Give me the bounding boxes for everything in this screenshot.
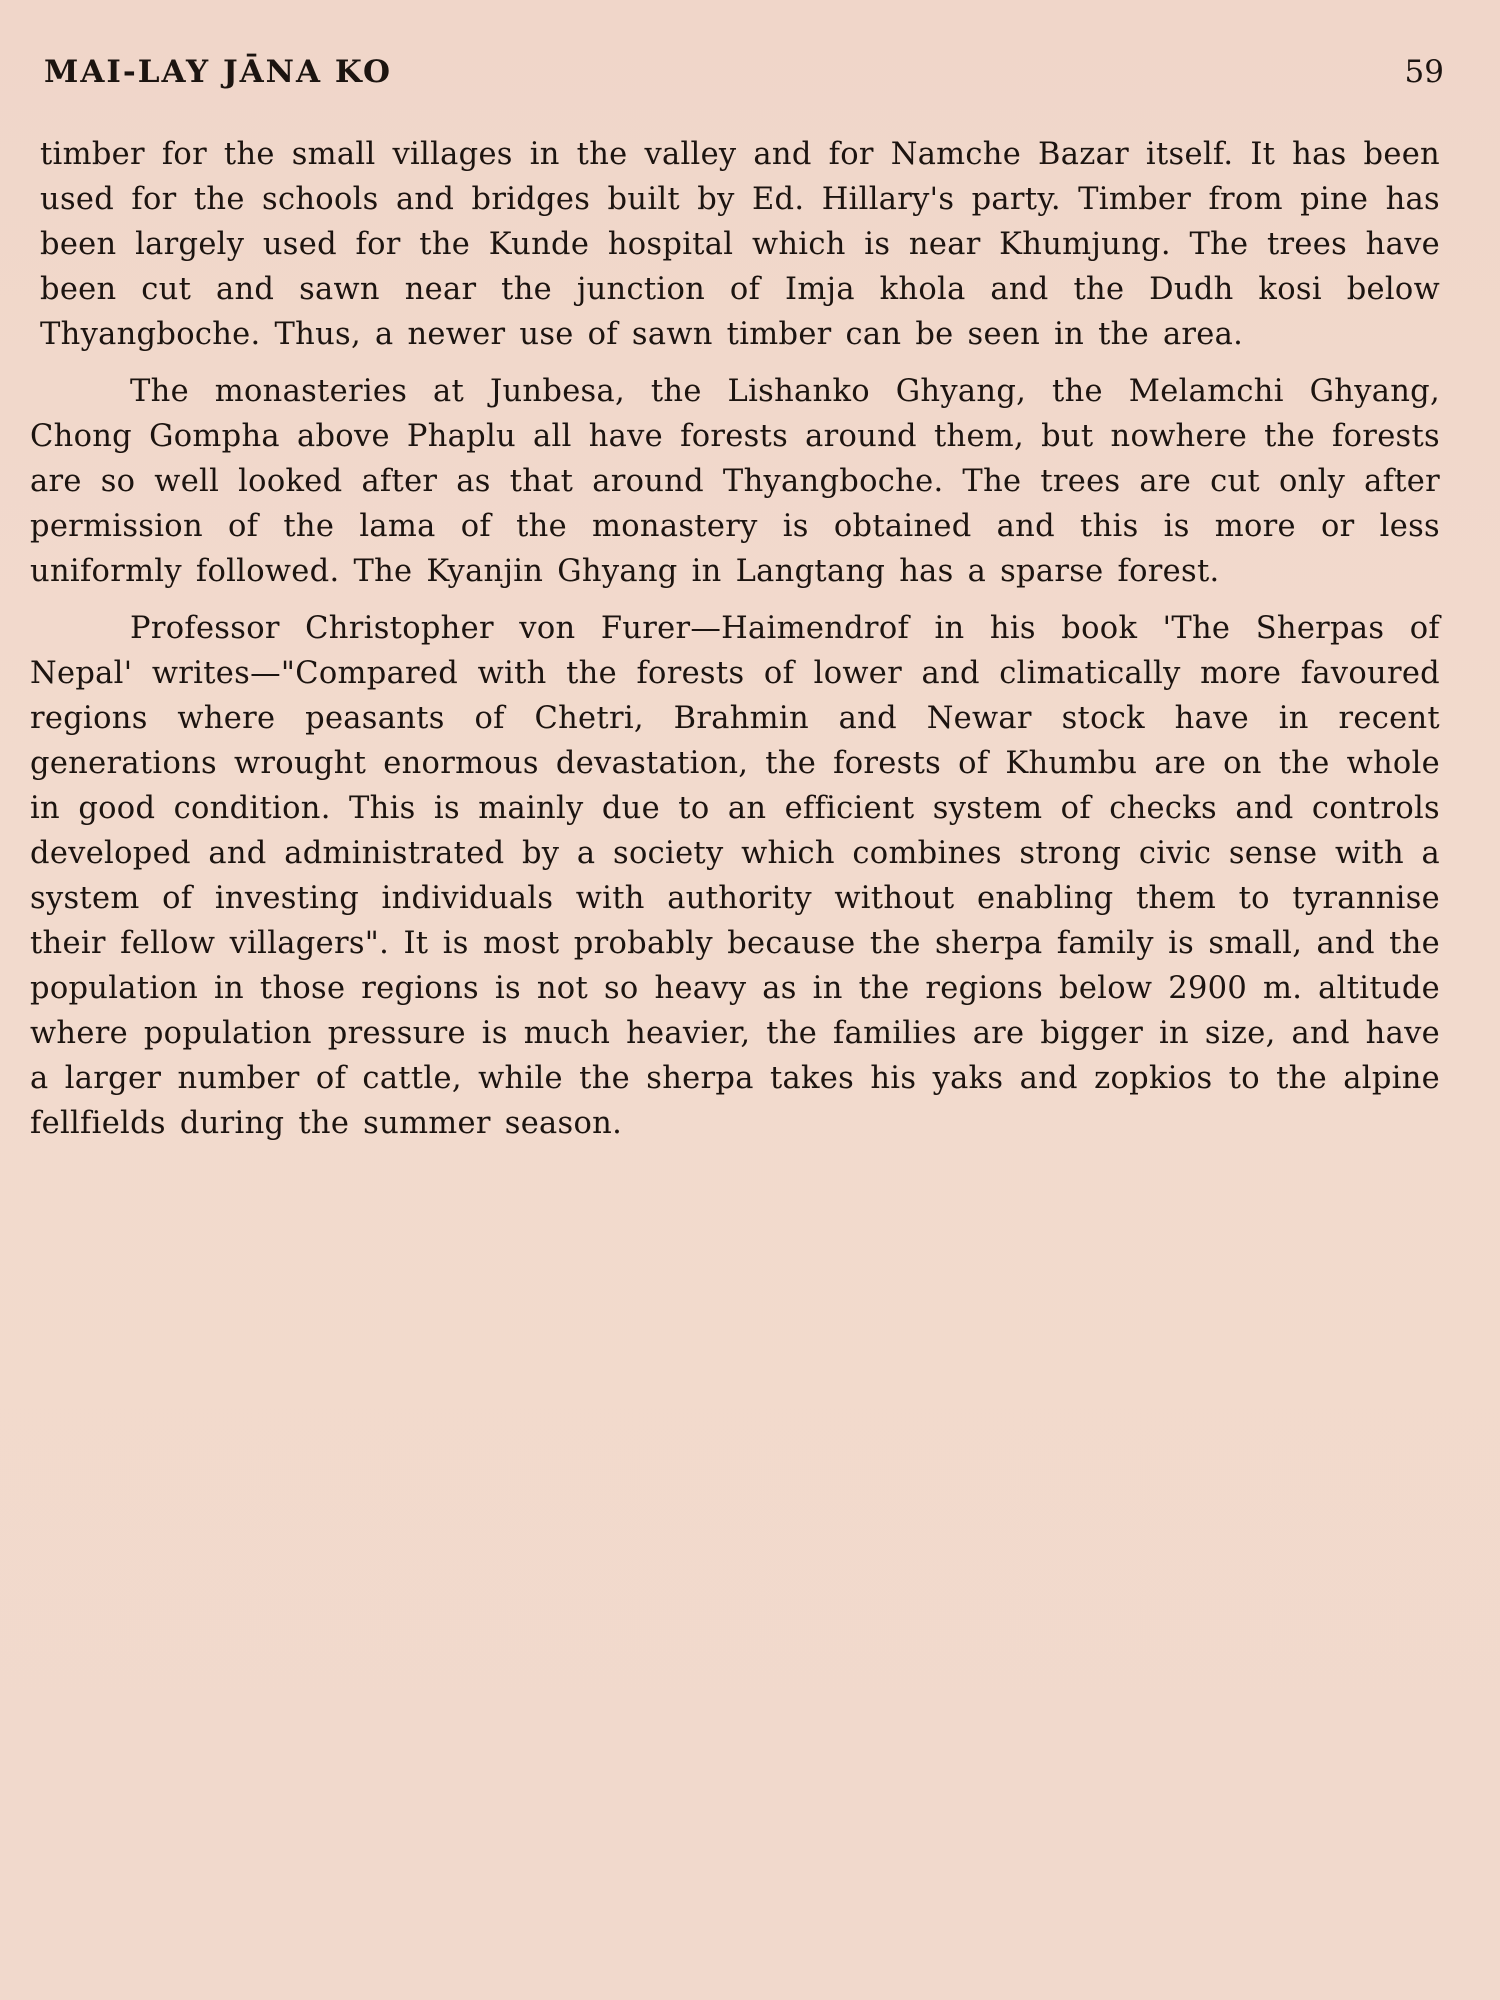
body-text [30,132,1440,1158]
chapter-title: MAI-LAY JĀNA KO [44,54,392,90]
paragraph-monasteries: The monasteries at Junbesa, the Lishanko Ghyang, the Melamchi Ghyang, Chong Gompha above Phaplu all have forests around them, but nowhere the forests are so well looked after as that around Thyangboche. The trees are cut only after permission of the lama of the monastery is obtained and this is more or less uniformly followed. The Kyanjin Ghyang in Langtang has a sparse forest. [30,374,1440,589]
paragraph-furer-haimendorf: Professor Christopher von Furer—Haimendrof in his book 'The Sherpas of Nepal' writes—"Compared with the forests of lower and climatically more favoured regions where peasants of Chetri, Brahmin and Newar stock have in recent generations wrought enormous devastation, the forests of Khumbu are on the whole in good condition. This is mainly due to an efficient system of checks and controls developed and administrated by a society which combines strong civic sense with a system of investing individuals with authority without enabling them to tyrannise their fellow villagers". It is most probably because the sherpa family is small, and the population in those regions is not so heavy as in the regions below 2900 m. altitude where population pressure is much heavier, the families are bigger in size, and have a larger number of cattle, while the sherpa takes his yaks and zopkios to the alpine fellfields during the summer season. [30,611,1440,1141]
page-number: 59 [1404,54,1444,90]
paragraph-continued: timber for the small villages in the valley and for Namche Bazar itself. It has been used for the schools and bridges built by Ed. Hillary's party. Timber from pine has been largely used for the Kunde hospital which is near Khumjung. The trees have been cut and sawn near the junction of Imja khola and the Dudh kosi below Thyangboche. Thus, a newer use of sawn timber can be seen in the area. [40,137,1440,352]
running-head [44,54,1444,94]
